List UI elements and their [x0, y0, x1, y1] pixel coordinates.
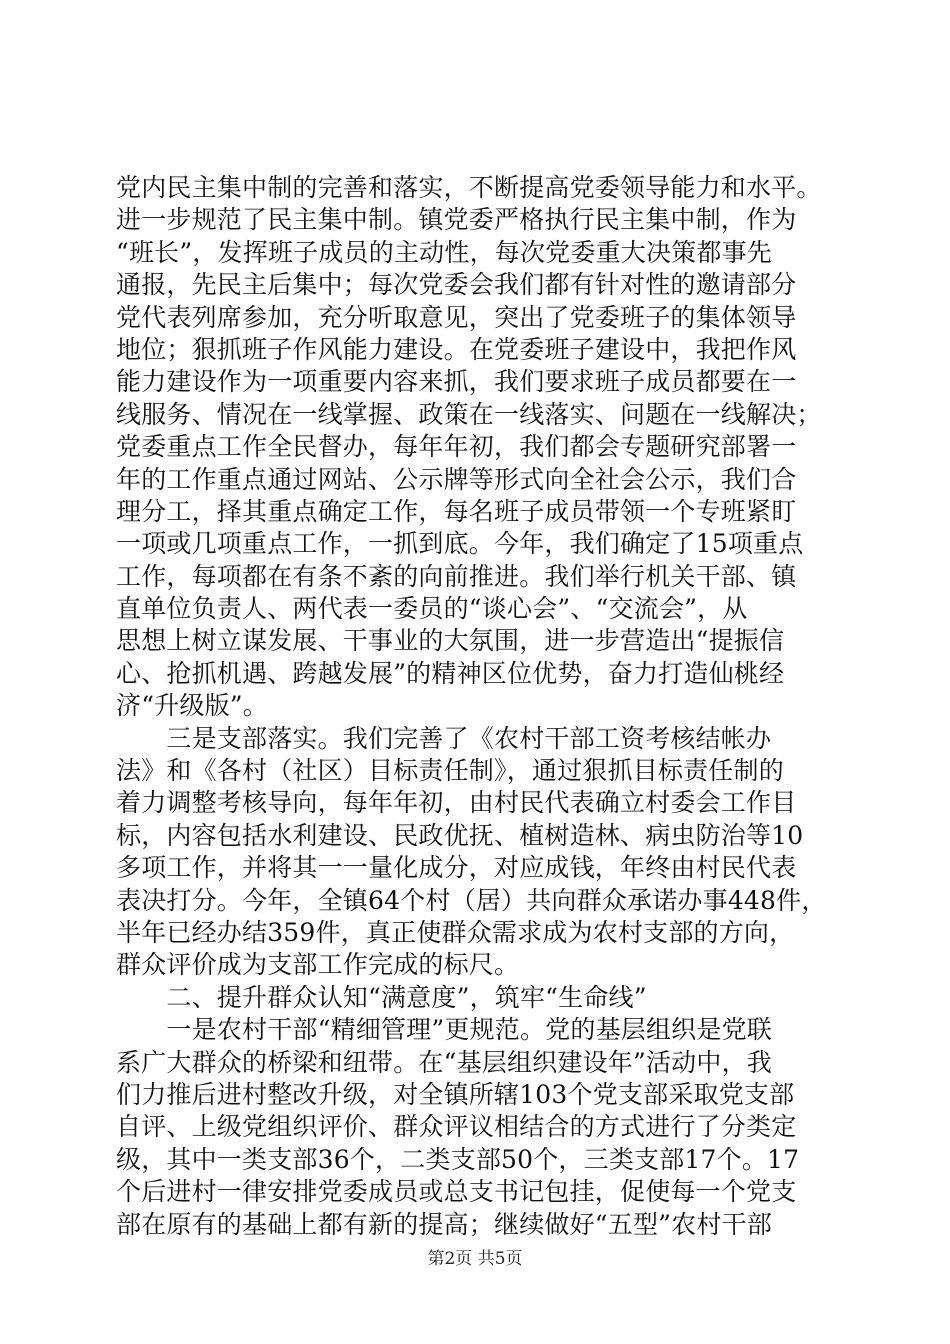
text-line: 能力建设作为一项重要内容来抓，我们要求班子成员都要在一	[116, 367, 797, 397]
text-line: 一是农村干部“精细管理”更规范。党的基层组织是党联	[116, 1015, 772, 1045]
text-line: 级，其中一类支部36个，二类支部50个，三类支部17个。17	[116, 1144, 800, 1174]
body-text	[116, 172, 836, 1241]
text-line: 进一步规范了民主集中制。镇党委严格执行民主集中制，作为	[116, 205, 797, 235]
text-line: 着力调整考核导向，每年年初，由村民代表确立村委会工作目	[116, 788, 797, 818]
text-line: 部在原有的基础上都有新的提高；继续做好“五型”农村干部	[116, 1209, 772, 1239]
text-line: 自评、上级党组织评价、群众评议相结合的方式进行了分类定	[116, 1112, 797, 1142]
text-line: 三是支部落实。我们完善了《农村干部工资考核结帐办	[116, 723, 772, 753]
text-line: 党代表列席参加，充分听取意见，突出了党委班子的集体领导	[116, 302, 797, 332]
text-line: 地位；狠抓班子作风能力建设。在党委班子建设中，我把作风	[116, 334, 797, 364]
text-line: 工作，每项都在有条不紊的向前推进。我们举行机关干部、镇	[116, 561, 797, 591]
text-line: 法》和《各村（社区）目标责任制》，通过狠抓目标责任制的	[116, 756, 784, 786]
text-line: 心、抢抓机遇、跨越发展”的精神区位优势，奋力打造仙桃经	[116, 658, 785, 688]
text-line: 一项或几项重点工作，一抓到底。今年，我们确定了15项重点	[116, 529, 804, 559]
text-line: 通报，先民主后集中；每次党委会我们都有针对性的邀请部分	[116, 270, 797, 300]
text-line: “班长”，发挥班子成员的主动性，每次党委重大决策都事先	[116, 237, 772, 267]
text-line: 群众评价成为支部工作完成的标尺。	[116, 950, 520, 980]
text-line: 线服务、情况在一线掌握、政策在一线落实、问题在一线解决；	[116, 399, 822, 429]
text-line: 系广大群众的桥梁和纽带。在“基层组织建设年”活动中，我	[116, 1047, 772, 1077]
text-line: 年的工作重点通过网站、公示牌等形式向全社会公示，我们合	[116, 464, 797, 494]
text-line: 党委重点工作全民督办，每年年初，我们都会专题研究部署一	[116, 432, 797, 462]
text-line: 济“升级版”。	[116, 691, 268, 721]
text-line: 标，内容包括水利建设、民政优抚、植树造林、病虫防治等10	[116, 820, 804, 850]
page-number-footer: 第2页 共5页	[427, 1249, 523, 1269]
text-line: 半年已经办结359件，真正使群众需求成为农村支部的方向，	[116, 917, 795, 947]
text-line: 表决打分。今年，全镇64个村（居）共向群众承诺办事448件，	[116, 885, 827, 915]
text-line: 直单位负责人、两代表一委员的“谈心会”、“交流会”，从	[116, 594, 748, 624]
text-line: 们力推后进村整改升级，对全镇所辖103个党支部采取党支部	[116, 1079, 795, 1109]
text-line: 党内民主集中制的完善和落实，不断提高党委领导能力和水平。	[116, 173, 822, 202]
text-line: 思想上树立谋发展、干事业的大氛围，进一步营造出“提振信	[116, 626, 785, 656]
text-line: 理分工，择其重点确定工作，每名班子成员带领一个专班紧盯	[116, 496, 797, 526]
text-line: 多项工作，并将其一一量化成分，对应成钱，年终由村民代表	[116, 853, 797, 883]
text-line: 个后进村一律安排党委成员或总支书记包挂，促使每一个党支	[116, 1177, 797, 1207]
text-line: 二、提升群众认知“满意度”，筑牢“生命线”	[116, 982, 647, 1012]
